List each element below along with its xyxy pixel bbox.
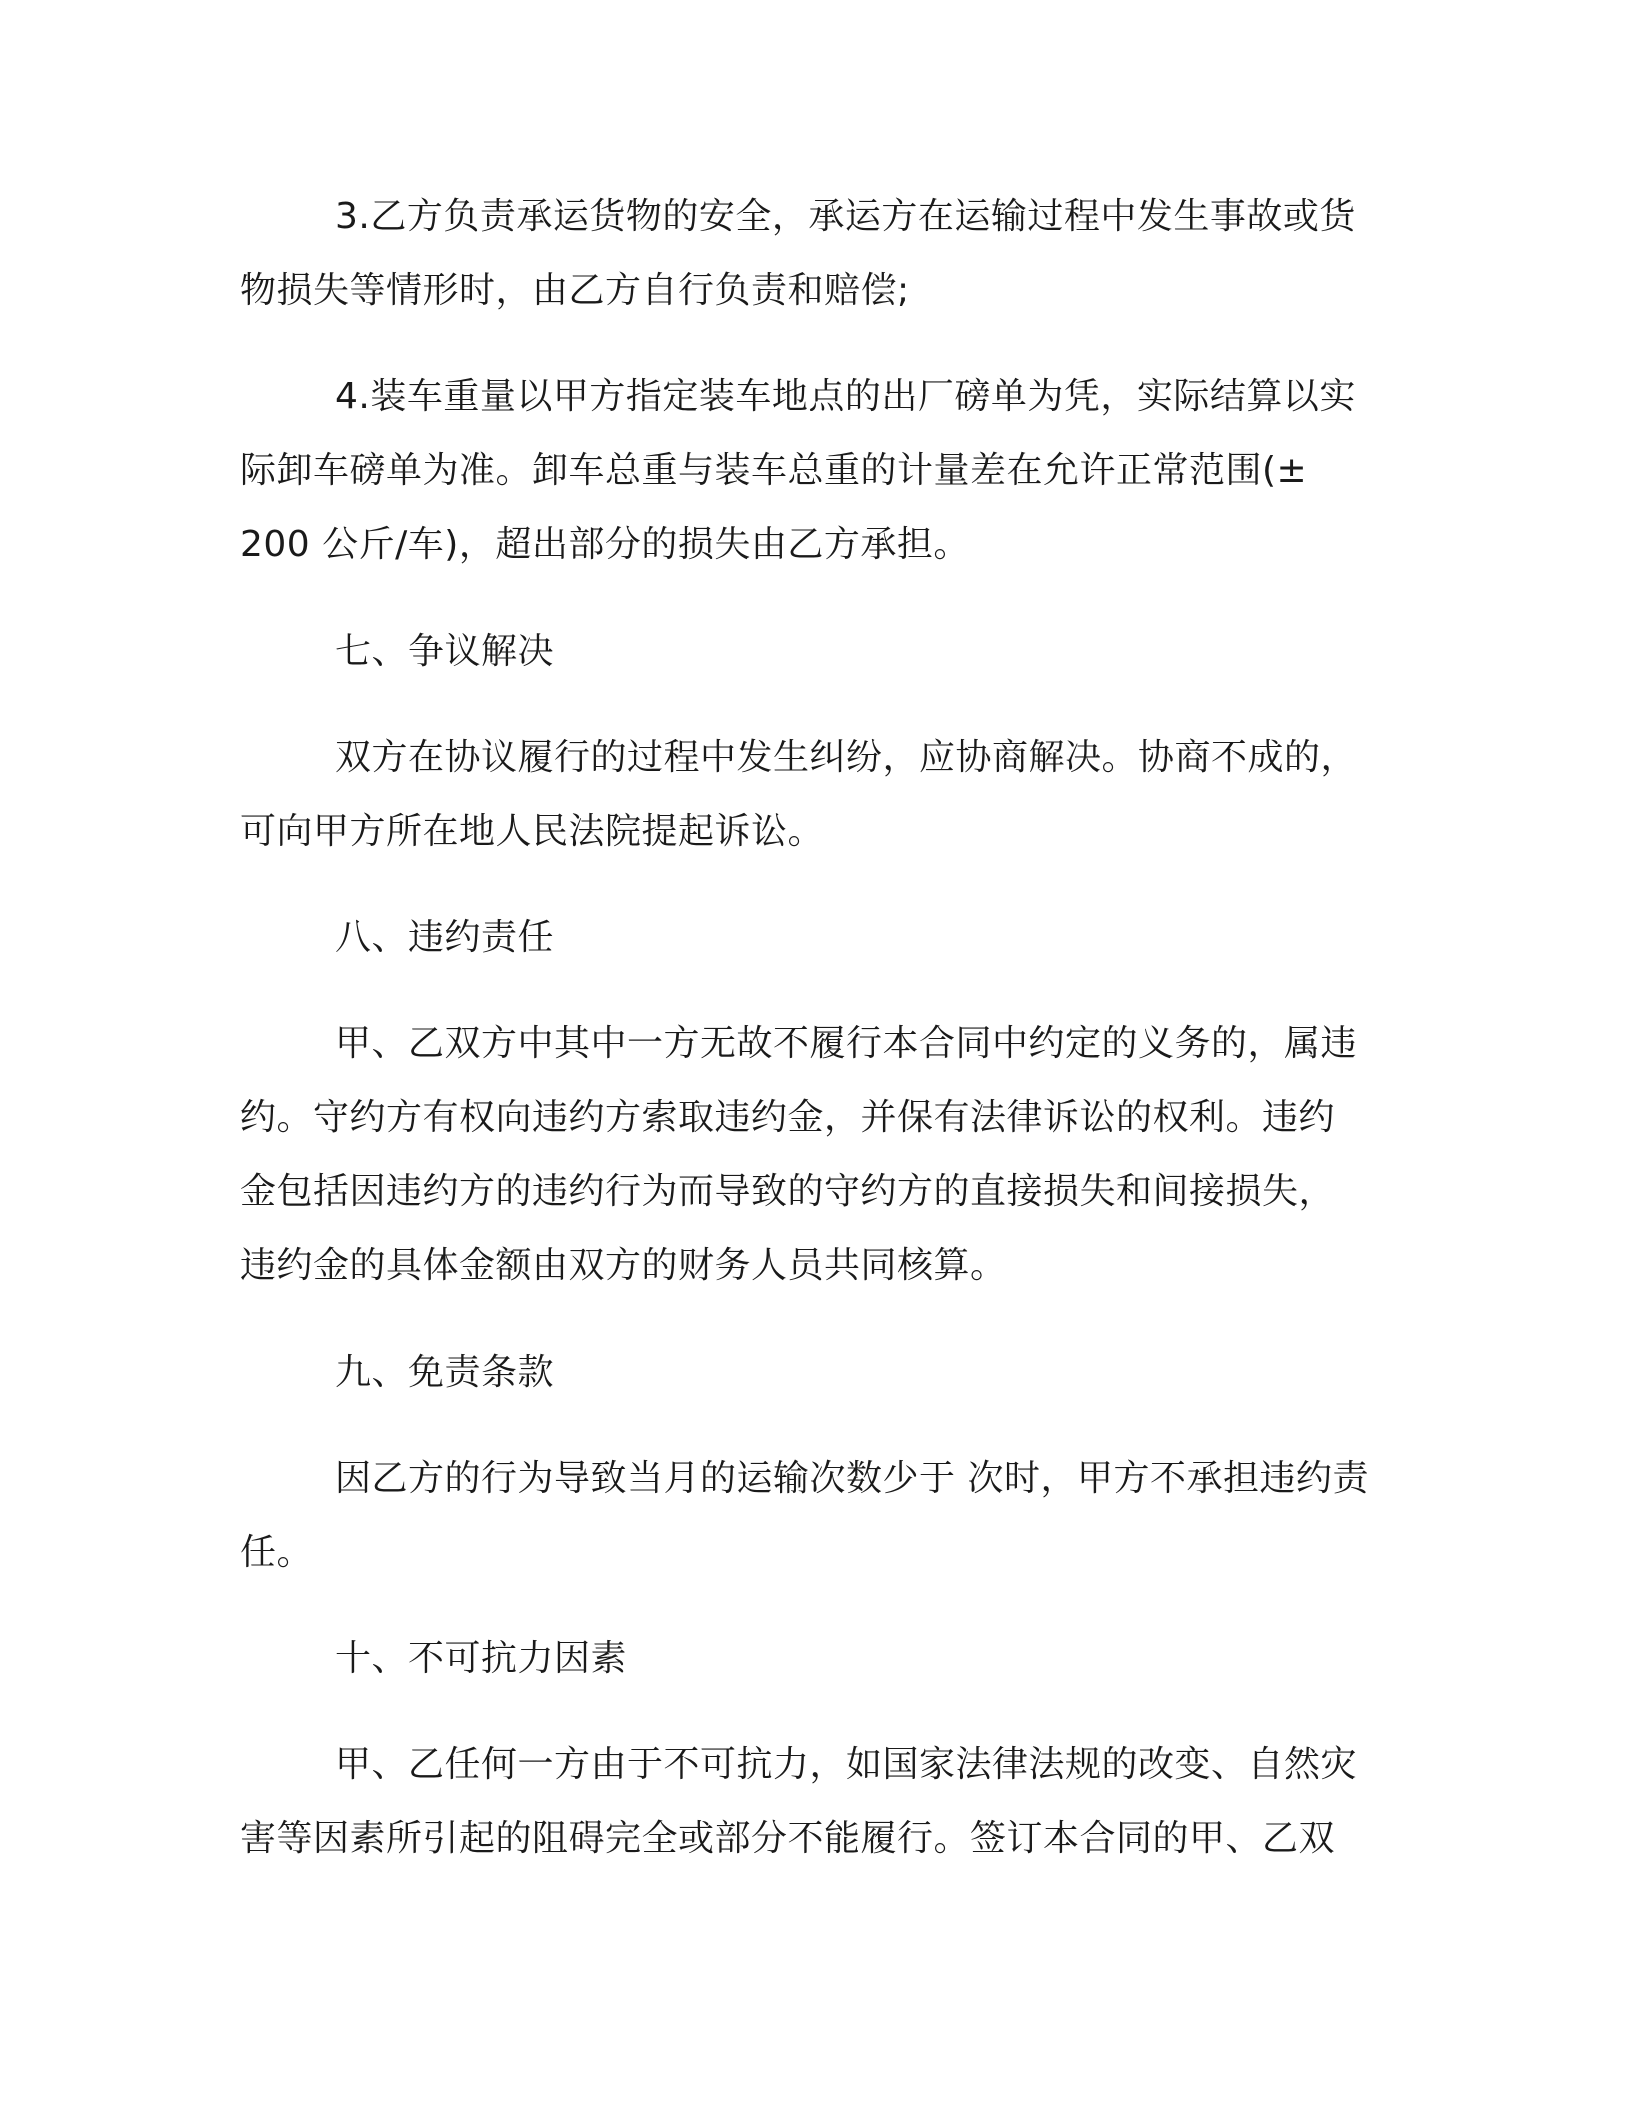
- section-8-heading: 八、违约责任: [335, 917, 555, 958]
- section-9-line-1: 因乙方的行为导致当月的运输次数少于 次时，甲方不承担违约责: [335, 1458, 1369, 1499]
- clause-3-line-2: 物损失等情形时，由乙方自行负责和赔偿;: [240, 270, 910, 311]
- clause-4-line-3: 200 公斤/车)，超出部分的损失由乙方承担。: [240, 524, 970, 565]
- section-8-line-1: 甲、乙双方中其中一方无故不履行本合同中约定的义务的，属违: [335, 1023, 1358, 1064]
- section-9-line-2: 任。: [240, 1532, 314, 1573]
- clause-4-line-1: 4.装车重量以甲方指定装车地点的出厂磅单为凭，实际结算以实: [335, 376, 1356, 417]
- section-10-line-1: 甲、乙任何一方由于不可抗力，如国家法律法规的改变、自然灾: [335, 1744, 1358, 1785]
- clause-4-line-2: 际卸车磅单为准。卸车总重与装车总重的计量差在允许正常范围(±: [240, 450, 1308, 491]
- section-10-line-2: 害等因素所引起的阻碍完全或部分不能履行。签订本合同的甲、乙双: [240, 1818, 1336, 1859]
- section-10-heading: 十、不可抗力因素: [335, 1638, 628, 1679]
- clause-3-line-1: 3.乙方负责承运货物的安全，承运方在运输过程中发生事故或货: [335, 196, 1356, 237]
- section-8-line-4: 违约金的具体金额由双方的财务人员共同核算。: [240, 1245, 1007, 1286]
- section-9-heading: 九、免责条款: [335, 1352, 555, 1393]
- section-7-line-1: 双方在协议履行的过程中发生纠纷，应协商解决。协商不成的，: [335, 737, 1358, 778]
- section-8-line-3: 金包括因违约方的违约行为而导致的守约方的直接损失和间接损失，: [240, 1171, 1336, 1212]
- section-7-line-2: 可向甲方所在地人民法院提起诉讼。: [240, 811, 825, 852]
- section-7-heading: 七、争议解决: [335, 631, 555, 672]
- section-8-line-2: 约。守约方有权向违约方索取违约金，并保有法律诉讼的权利。违约: [240, 1097, 1336, 1138]
